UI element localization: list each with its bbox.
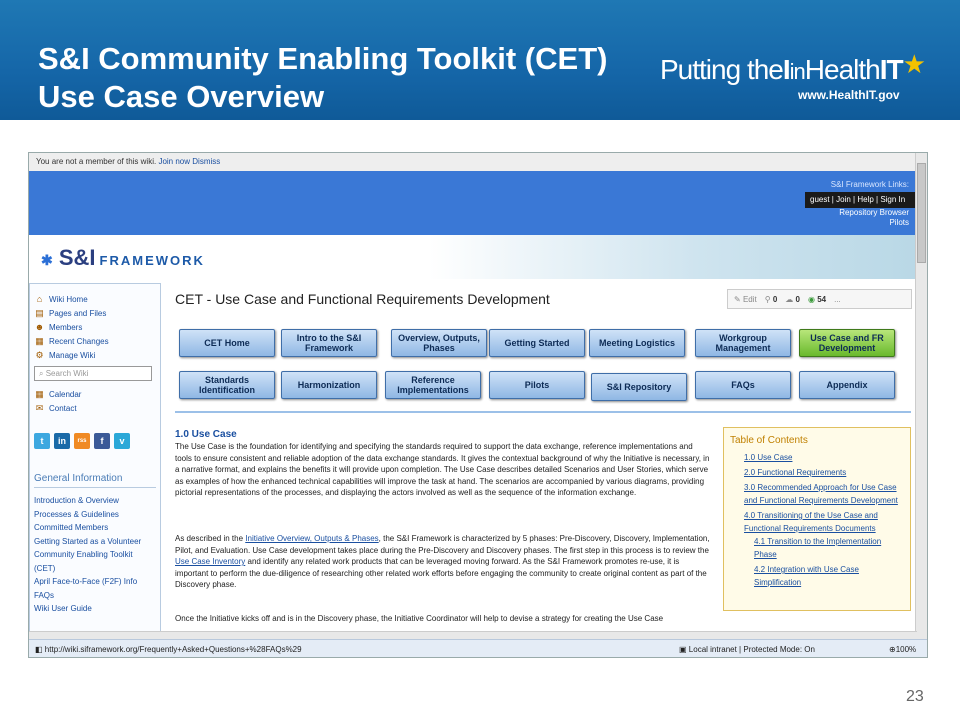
brand-in: in [789, 59, 805, 84]
workgroup-management-button[interactable]: Workgroup Management [695, 329, 791, 357]
logo-main: S&I [58, 245, 96, 270]
link-icon: ⚲ [764, 294, 771, 304]
sidebar-item-label: Calendar [49, 389, 82, 399]
guest-link[interactable]: guest [810, 195, 830, 204]
sidebar-item-label: Manage Wiki [49, 350, 96, 360]
sidebar-item-contact[interactable] [34, 401, 156, 415]
toc-item[interactable]: 4.2 Integration with Use Case Simplification [754, 565, 859, 587]
general-item-processes[interactable]: Processes & Guidelines [34, 509, 119, 519]
paragraph-2 [175, 533, 710, 591]
sidebar-item-label: Pages and Files [49, 308, 107, 318]
comments-button[interactable] [785, 295, 800, 304]
use-case-fr-button[interactable]: Use Case and FR Development [799, 329, 895, 357]
linkedin-icon[interactable]: in [54, 433, 70, 449]
logo-sub: FRAMEWORK [99, 253, 205, 268]
sign-in-link[interactable]: Sign In [880, 195, 906, 204]
dismiss-link[interactable]: Dismiss [192, 157, 221, 166]
table-of-contents [723, 427, 911, 611]
paragraph-1: The Use Case is the foundation for identifying and specifying the standards required to support the data exchange, reference implementations and tools to ensure consistent and reliable adoption of the data exchange standards. It gives the contextual background of why the Initiative is necessary, in a narrative format, and explains the benefits it will provide upon completion. The Use Case describes detailed Scenarios and User Stories, which serve as examples of how the enhanced technical capabilities will improve the task at hand. The scenarios are accompanied by various diagrams, providing pictorial representations of the processes, and displaying the actors involved as well as the sequence of the information exchange. [175, 442, 710, 497]
pilots-link[interactable]: Pilots [889, 218, 909, 227]
vertical-scrollbar[interactable] [915, 153, 927, 639]
framework-links-label: S&I Framework Links: [830, 180, 909, 189]
sidebar-item-recent-changes[interactable] [34, 334, 156, 348]
appendix-button[interactable]: Appendix [799, 371, 895, 399]
notice-text: You are not a member of this wiki. [36, 157, 157, 166]
user-bar: guest | Join | Help | Sign In [805, 192, 915, 208]
general-item-faqs[interactable]: FAQs [34, 590, 55, 600]
sidebar-item-label: Members [49, 322, 83, 332]
general-item-members[interactable]: Committed Members [34, 523, 109, 532]
sidebar [29, 283, 161, 639]
links-button[interactable] [765, 295, 778, 304]
slide-title-line2: Use Case Overview [38, 79, 325, 114]
framework-links [839, 208, 909, 228]
zone-status [679, 645, 815, 654]
page-title: CET - Use Case and Functional Requirements Development [175, 291, 550, 307]
edit-icon: ✎ [734, 294, 741, 304]
getting-started-button[interactable]: Getting Started [489, 329, 585, 357]
brand-i: I [782, 54, 790, 85]
standards-button[interactable]: Standards Identification [179, 371, 275, 399]
cet-home-button[interactable]: CET Home [179, 329, 275, 357]
horizontal-scrollbar[interactable] [29, 631, 917, 639]
general-info-heading: General Information [34, 471, 156, 488]
sidebar-item-manage-wiki[interactable] [34, 348, 156, 362]
page-icon: ◧ [35, 645, 43, 654]
join-link[interactable]: Join [836, 195, 851, 204]
para2-text-c: and identify any related work products that can be leveraged moving forward. As the S&I Framework promotes re-use, it is important to perform the due-diligence of researching other related work efforts before engaging the community to create original content as part of the Discovery phase. [175, 557, 707, 589]
reference-implementations-button[interactable]: Reference Implementations [385, 371, 481, 399]
sidebar-item-members[interactable] [34, 320, 156, 334]
sidebar-item-calendar[interactable] [34, 387, 156, 401]
twitter-icon[interactable]: t [34, 433, 50, 449]
toc-item[interactable]: 1.0 Use Case [744, 453, 793, 462]
toc-item[interactable]: 4.0 Transitioning of the Use Case and Functional Requirements Documents [744, 511, 878, 533]
para2-text-a: As described in the [175, 534, 246, 543]
overview-button[interactable]: Overview, Outputs, Phases [391, 329, 487, 357]
toc-item[interactable]: 2.0 Functional Requirements [744, 468, 847, 477]
social-icons [34, 433, 156, 449]
repository-browser-link[interactable]: Repository Browser [839, 208, 909, 217]
links-count: 0 [772, 294, 778, 304]
paragraph-3: Once the Initiative kicks off and is in the Discovery phase, the Initiative Coordinator will help to devise a strategy for creating the Use Case [175, 614, 664, 623]
members-icon: ☻ [34, 322, 45, 332]
toc-title: Table of Contents [730, 435, 808, 446]
comments-count: 0 [795, 294, 800, 304]
intro-button[interactable]: Intro to the S&I Framework [281, 329, 377, 357]
brand-it: IT [879, 54, 903, 85]
status-url: http://wiki.siframework.org/Frequently+Asked+Questions+%28FAQs%29 [44, 645, 302, 654]
zoom-level: 100% [895, 645, 917, 654]
toc-item[interactable]: 4.1 Transition to the Implementation Phase [754, 537, 882, 559]
more-button[interactable]: ... [834, 294, 841, 304]
sidebar-item-label: Contact [49, 403, 77, 413]
zoom-icon: ⊕ [889, 645, 896, 654]
zoom-control[interactable] [889, 645, 916, 654]
scroll-thumb[interactable] [917, 163, 926, 263]
general-item-cet[interactable]: Community Enabling Toolkit (CET) [34, 550, 133, 573]
faqs-button[interactable]: FAQs [695, 371, 791, 399]
page-tools [727, 289, 912, 309]
pages-icon: ▤ [35, 308, 44, 318]
logo-band [29, 235, 917, 279]
general-item-user-guide[interactable]: Wiki User Guide [34, 604, 92, 613]
si-repository-button[interactable]: S&I Repository [591, 373, 687, 401]
calendar-icon: ▦ [35, 389, 44, 399]
calendar-changes-icon: ▦ [35, 336, 44, 346]
comment-icon: ☁ [785, 294, 794, 304]
history-count: 54 [817, 294, 827, 304]
main-content [175, 283, 910, 639]
healthit-logo [660, 49, 925, 86]
slide-page-number: 23 [906, 688, 924, 705]
general-item-f2f[interactable]: April Face-to-Face (F2F) Info [34, 577, 138, 586]
pilots-button[interactable]: Pilots [489, 371, 585, 399]
edit-label: Edit [742, 294, 757, 304]
use-case-inventory-link[interactable]: Use Case Inventory [175, 557, 246, 566]
star-icon: ★ [902, 49, 925, 79]
intranet-icon: ▣ [679, 645, 687, 654]
logo-mark-icon: ✱ [41, 252, 53, 268]
slide-title [38, 40, 607, 116]
sidebar-item-label: Recent Changes [49, 336, 109, 346]
help-link[interactable]: Help [857, 195, 874, 204]
facebook-icon[interactable]: f [94, 433, 110, 449]
site-top-band [29, 171, 917, 235]
general-item-intro[interactable]: Introduction & Overview [34, 496, 119, 505]
slide-title-line1: S&I Community Enabling Toolkit (CET) [38, 41, 608, 76]
search-placeholder: Search Wiki [45, 369, 89, 378]
vimeo-icon[interactable]: v [114, 433, 130, 449]
si-framework-logo[interactable] [41, 245, 205, 271]
content-divider [175, 411, 911, 413]
harmonization-button[interactable]: Harmonization [281, 371, 377, 399]
brand-url: www.HealthIT.gov [798, 88, 900, 102]
sidebar-item-wiki-home[interactable] [34, 292, 156, 306]
history-button[interactable] [808, 295, 826, 304]
toc-item[interactable]: 3.0 Recommended Approach for Use Case and Functional Requirements Development [744, 483, 898, 505]
join-now-link[interactable]: Join now [158, 157, 191, 166]
search-input[interactable] [34, 366, 152, 381]
meeting-logistics-button[interactable]: Meeting Logistics [589, 329, 685, 357]
gear-icon: ⚙ [35, 350, 44, 360]
home-icon: ⌂ [36, 294, 43, 304]
slide-header [0, 0, 960, 120]
section-heading: 1.0 Use Case [175, 429, 237, 440]
status-bar [29, 639, 928, 658]
history-icon: ◉ [807, 294, 815, 304]
search-icon: ⌕ [39, 369, 44, 378]
general-item-volunteer[interactable]: Getting Started as a Volunteer [34, 536, 142, 546]
sidebar-item-pages-files[interactable] [34, 306, 156, 320]
brand-health: Health [804, 54, 880, 85]
sidebar-item-label: Wiki Home [49, 294, 88, 304]
mail-icon: ✉ [35, 403, 44, 413]
rss-icon[interactable]: rss [74, 433, 90, 449]
browser-screenshot [28, 152, 928, 658]
para2-text-b: , the S&I Framework is characterized by 5 phases: Pre-Discovery, Discovery, Implementation, Pilot, and Evaluation. Use Case development takes place during the Pre-Discovery and Discovery phases. The first step in this process is to review the [175, 534, 710, 555]
initiative-overview-link[interactable]: Initiative Overview, Outputs & Phases [245, 534, 379, 543]
brand-putting: Putting the [660, 54, 783, 85]
zone-text: Local intranet | Protected Mode: On [688, 645, 815, 654]
edit-button[interactable] [734, 295, 757, 304]
member-notice [29, 153, 917, 171]
